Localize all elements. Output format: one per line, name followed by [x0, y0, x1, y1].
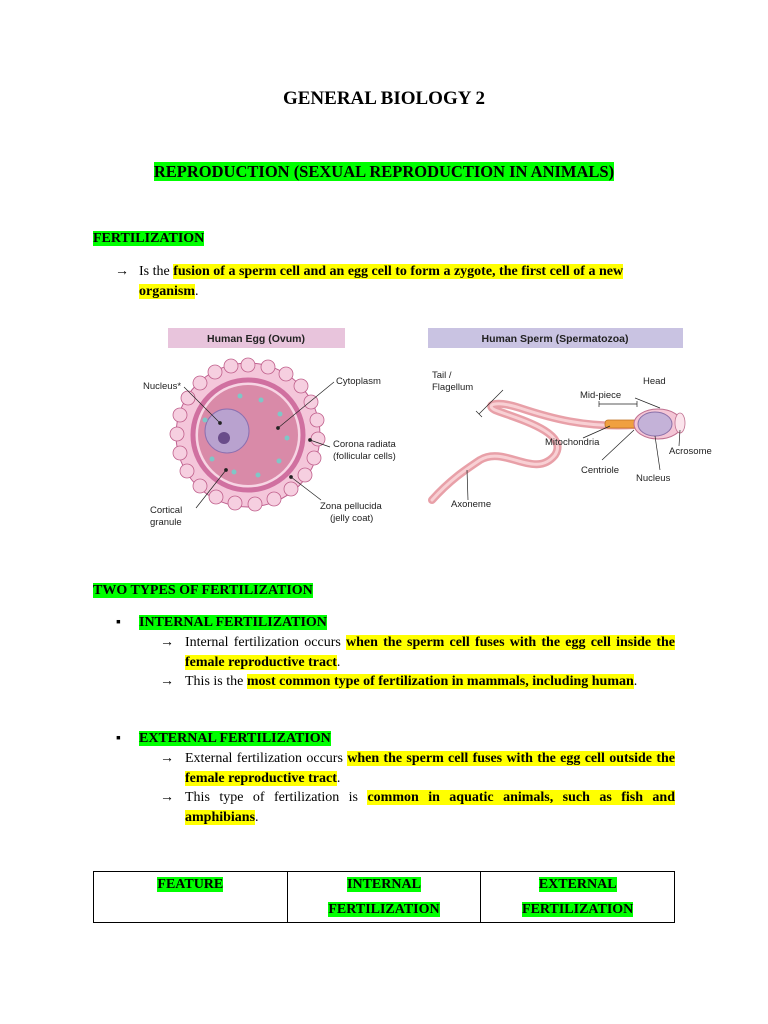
egg-sperm-figure [140, 320, 730, 540]
document-title: GENERAL BIOLOGY 2 [282, 88, 485, 109]
label-corona-2: (follicular cells) [333, 451, 396, 462]
internal-p1-post: . [336, 655, 341, 670]
internal-p2-pre: This is the [185, 674, 247, 689]
comparison-table [93, 871, 675, 923]
external-heading-text: EXTERNAL FERTILIZATION [139, 731, 331, 746]
internal-heading-text: INTERNAL FERTILIZATION [139, 615, 327, 630]
label-cortical-1: Cortical [150, 505, 183, 516]
def-pre: Is the [139, 264, 174, 279]
label-cortical-2: granule [150, 517, 182, 528]
header-external-line2: FERTILIZATION [522, 902, 634, 917]
two-types-heading-text: TWO TYPES OF FERTILIZATION [93, 583, 313, 598]
table-header-cell [94, 872, 288, 923]
subtitle-text: REPRODUCTION (SEXUAL REPRODUCTION IN ANIMALS) [153, 162, 615, 181]
table-header-cell [481, 872, 675, 923]
fertilization-definition [115, 262, 680, 302]
egg-title: Human Egg (Ovum) [206, 333, 306, 345]
label-centriole: Centriole [581, 465, 620, 476]
document-subtitle [0, 162, 768, 182]
external-p1-post: . [336, 771, 341, 786]
label-zona-1: Zona pellucida [320, 501, 382, 512]
label-tail-2: Flagellum [432, 382, 474, 393]
header-internal-line2: FERTILIZATION [328, 902, 440, 917]
label-cytoplasm: Cytoplasm [336, 376, 381, 387]
header-external-line1: EXTERNAL [538, 877, 617, 892]
arrow-icon: → [160, 674, 174, 689]
fertilization-heading [93, 231, 204, 247]
internal-point-2 [160, 672, 675, 692]
external-point-2 [160, 788, 675, 828]
label-midpiece: Mid-piece [580, 390, 622, 401]
sperm-title: Human Sperm (Spermatozoa) [481, 333, 629, 345]
def-post: . [195, 284, 199, 299]
external-p1-highlight: when the sperm cell fuses with the egg cell outside the female reproductive tract [185, 751, 675, 786]
label-tail-1: Tail / [432, 370, 452, 381]
external-point-1 [160, 749, 675, 789]
internal-p1-highlight: when the sperm cell fuses with the egg cell inside the female reproductive tract [185, 635, 675, 670]
arrow-icon: → [160, 790, 174, 805]
header-feature: FEATURE [157, 877, 224, 892]
internal-p1-pre: Internal fertilization occurs [185, 635, 347, 650]
egg-illustration [170, 358, 325, 511]
external-p2-pre: This type of fertilization is [185, 790, 368, 805]
internal-heading [139, 615, 327, 631]
label-head: Head [643, 376, 666, 387]
bullet-icon: ▪ [116, 615, 121, 630]
sperm-illustration [432, 404, 685, 500]
arrow-icon: → [115, 264, 129, 279]
label-corona-1: Corona radiata [333, 439, 396, 450]
external-bullet [116, 731, 121, 747]
label-acrosome: Acrosome [669, 446, 712, 457]
table-header-row [94, 872, 675, 923]
definition-text [139, 262, 680, 302]
internal-point-1 [160, 633, 675, 673]
external-heading [139, 731, 331, 747]
label-zona-2: (jelly coat) [330, 513, 374, 524]
arrow-icon: → [160, 751, 174, 766]
label-mitochondria: Mitochondria [545, 437, 600, 448]
internal-p2-highlight: most common type of fertilization in mammals, including human [246, 674, 634, 689]
fertilization-heading-text: FERTILIZATION [93, 231, 205, 246]
arrow-icon: → [160, 635, 174, 650]
internal-bullet [116, 615, 121, 631]
external-p2-post: . [255, 810, 259, 825]
bullet-icon: ▪ [116, 731, 121, 746]
table-header-cell [287, 872, 481, 923]
external-p1-pre: External fertilization occurs [185, 751, 348, 766]
header-internal-line1: INTERNAL [347, 877, 421, 892]
external-p2-highlight: common in aquatic animals, such as fish and amphibians [185, 790, 676, 825]
def-highlight: fusion of a sperm cell and an egg cell to form a zygote, the first cell of a new organism [139, 264, 624, 299]
internal-p2-post: . [633, 674, 638, 689]
label-sperm-nucleus: Nucleus [636, 473, 671, 484]
label-egg-nucleus: Nucleus* [143, 381, 182, 392]
two-types-heading [93, 583, 313, 599]
label-axoneme: Axoneme [451, 499, 492, 510]
